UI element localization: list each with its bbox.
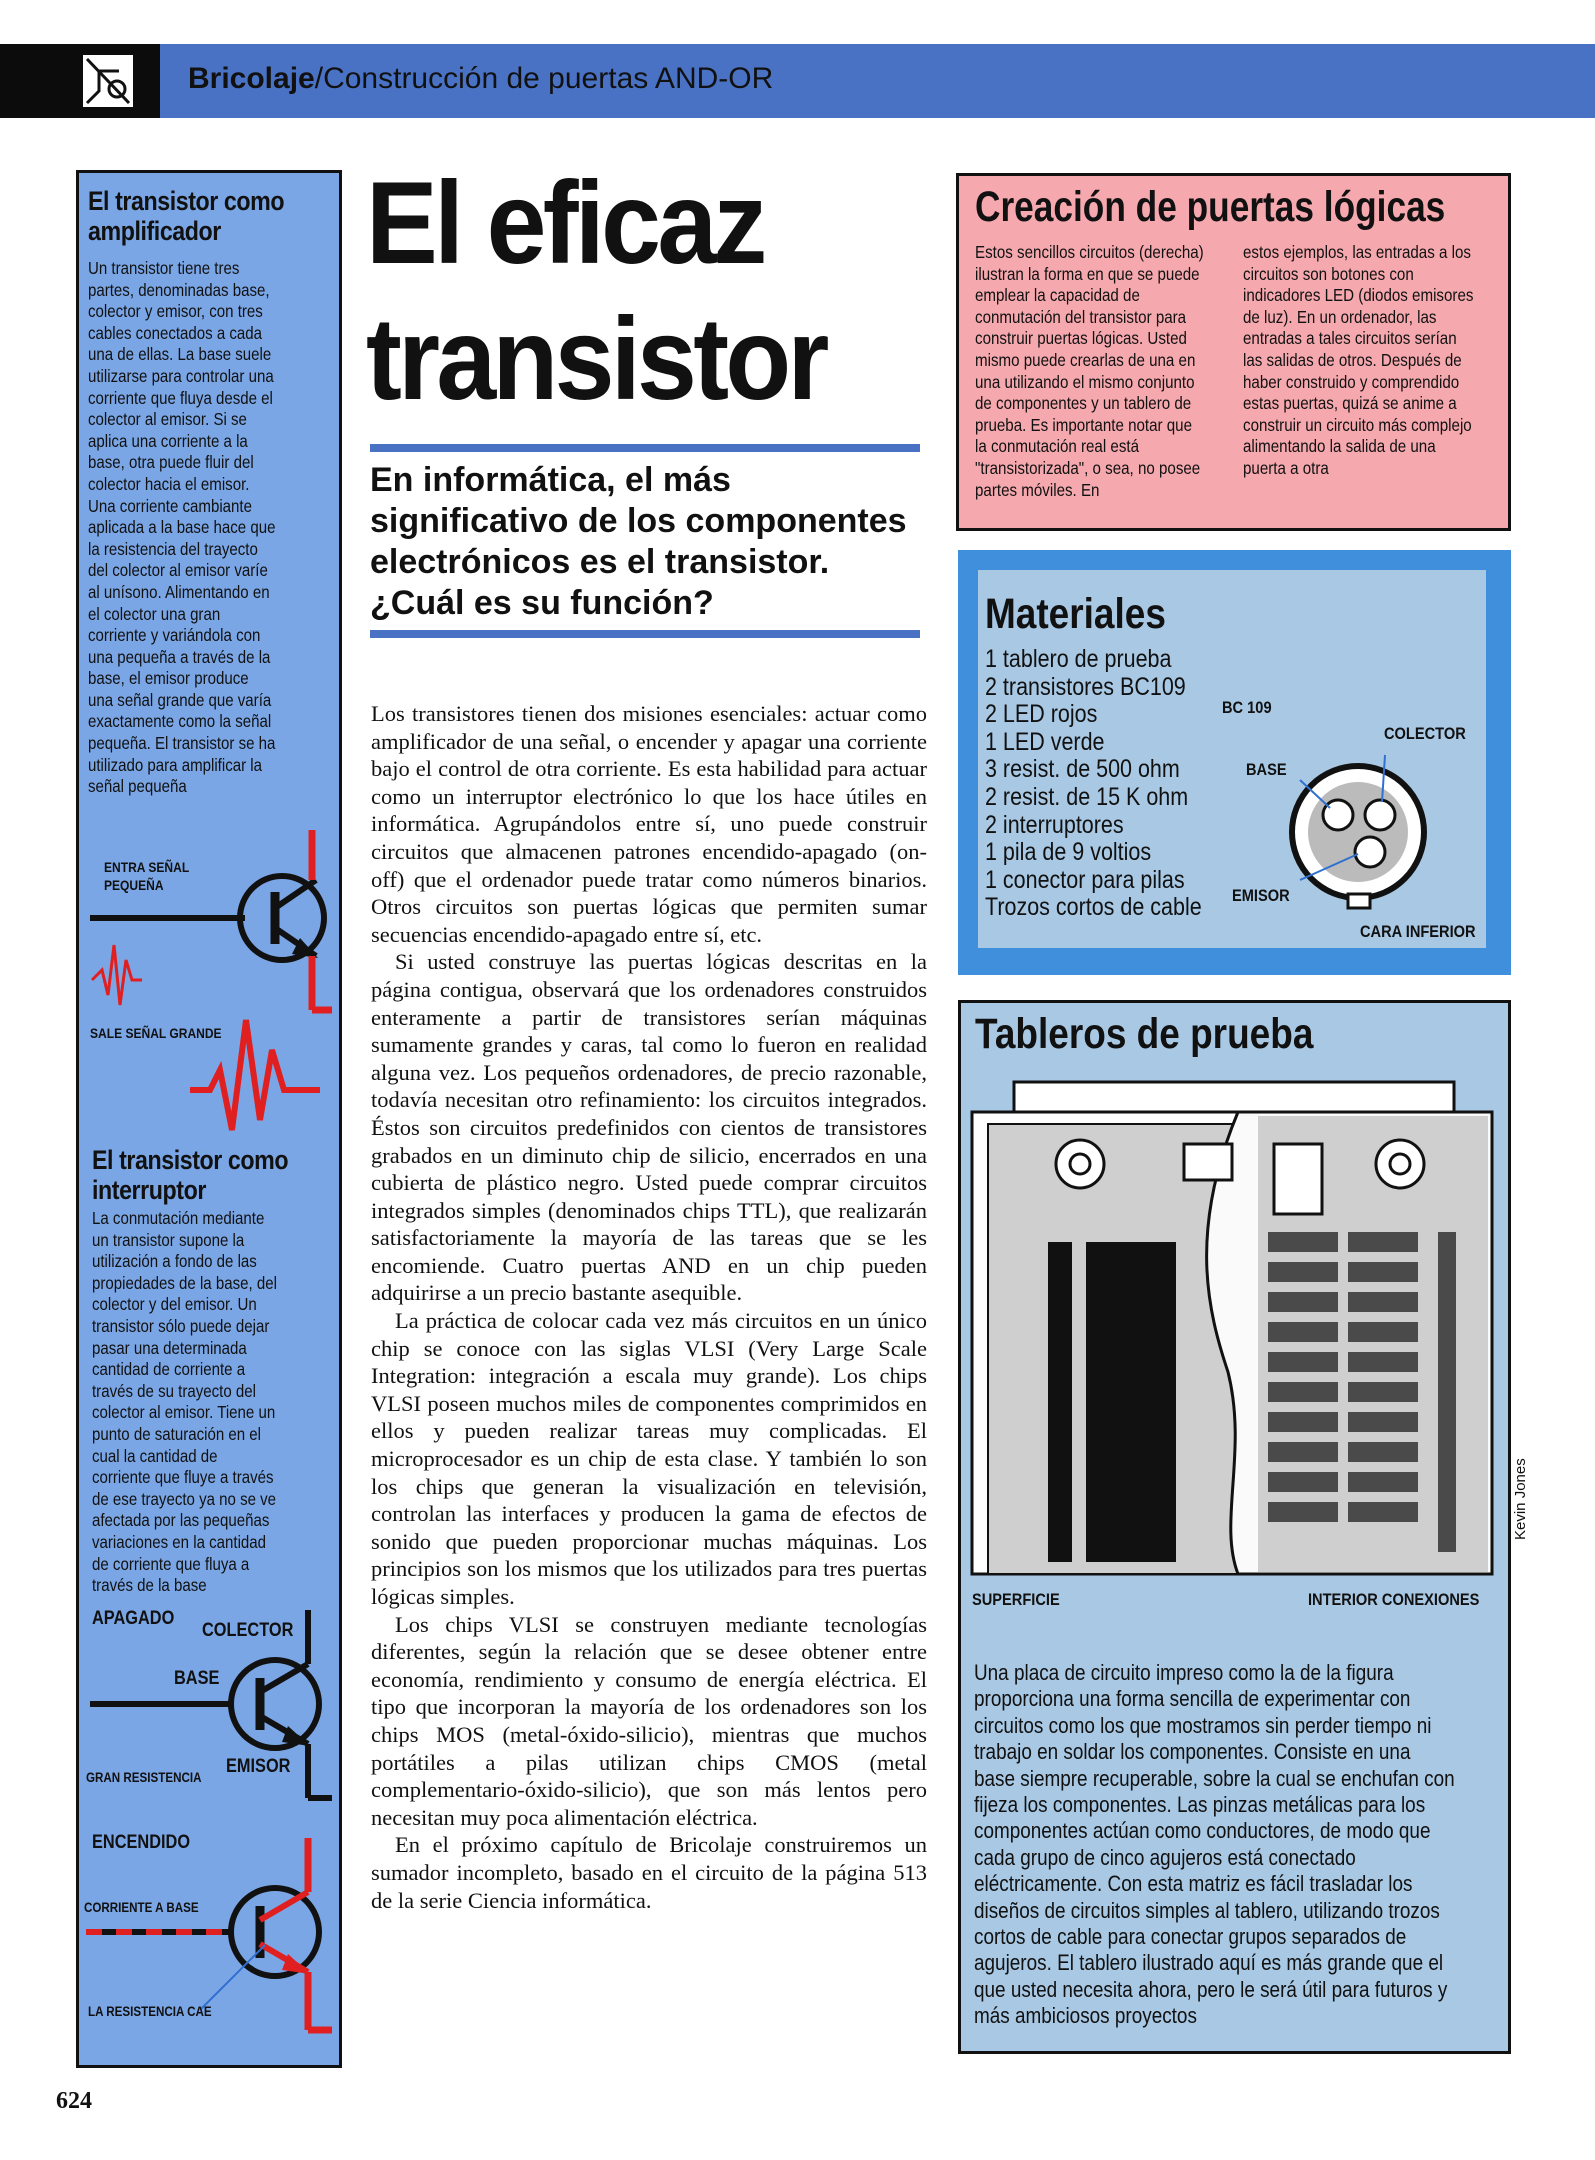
on-collector-lead <box>260 1892 308 1920</box>
paragraph: Los transistores tienen dos misiones esenciales: actuar como amplificador de una señal, o encender y apagar una corriente bajo el control de otra corriente. Es esta habilidad para actuar como un interruptor electrónico lo que los hace útiles en informática. Agrupándolos entre sí, uno puede construir circuitos que almacenen patrones encendido-apagado (on-off) que el ordenador puede tratar como números binarios. Otros circuitos son puertas lógicas que permiten sumar secuencias encendido-apagado entre sí, etc. <box>371 701 927 947</box>
pin-collector <box>1365 800 1395 830</box>
article-title: El eficaz transistor <box>366 157 826 424</box>
small-signal-wave <box>92 945 142 1005</box>
strip <box>1268 1262 1338 1282</box>
strip <box>1268 1232 1338 1252</box>
strip <box>1268 1352 1338 1372</box>
surface-hole-rails <box>1048 1242 1176 1562</box>
title-rule-bottom <box>370 630 920 638</box>
terminal-left <box>1184 1144 1232 1180</box>
label-pin-base: BASE <box>1246 760 1287 779</box>
off-transistor-circle <box>231 1660 319 1748</box>
collector-lead <box>275 880 316 908</box>
strip <box>1268 1412 1338 1432</box>
strip <box>1268 1322 1338 1342</box>
strip <box>1348 1292 1418 1312</box>
paragraph: En el próximo capítulo de Bricolaje construiremos un sumador incompleto, basado en el circuito de la página 513 de la serie Ciencia informática. <box>371 1832 927 1913</box>
strip <box>1348 1352 1418 1372</box>
materials-item: 2 LED rojos <box>985 700 1098 729</box>
amp-heading: El transistor como amplificador <box>88 186 285 246</box>
logic-gates-box <box>956 173 1511 531</box>
strip <box>1348 1502 1418 1522</box>
header-title: Bricolaje/Construcción de puertas AND-OR <box>188 62 774 95</box>
label-collector-off: COLECTOR <box>202 1620 294 1641</box>
surface-rail <box>1048 1242 1072 1562</box>
breadboard-title: Tableros de prueba <box>975 1010 1314 1058</box>
logic-gates-col1: Estos sencillos circuitos (derecha) ilustran la forma en que se puede emplear la capacidad de conmutación del transistor para construir puertas lógicas. Usted mismo puede crearlas de una en una utilizando el mismo conjunto de componentes y un tablero de prueba. Es importante notar que la conmutación real está "transistorizada", o sea, no posee partes móviles. En <box>975 242 1204 500</box>
illustrator-credit: Kevin Jones <box>1512 1458 1529 1540</box>
label-off: APAGADO <box>92 1608 175 1629</box>
paragraph: La práctica de colocar cada vez más circuitos en un único chip se conoce con las siglas VLSI (Very Large Scale Integration: integración a escala muy grande). Los chips VLSI poseen muchos miles de componentes comprimidos en ellos y pueden realizar tareas muy complicadas. El microprocesador es un chip de esta clase. Y también lo son los chips que generan la visualización en televisión, controlan las interfaces y producen la gama de efectos de sonido que pueden proporcionar muchas máquinas. Los principios son los mismos que los utilizados para tres puertas lógicas simples. <box>371 1308 927 1609</box>
materials-list <box>985 646 1202 922</box>
label-on: ENCENDIDO <box>92 1832 191 1853</box>
strip <box>1268 1442 1338 1462</box>
label-surface: SUPERFICIE <box>972 1590 1060 1609</box>
paragraph: Si usted construye las puertas lógicas descritas en la página contigua, observará que los ordenadores construidos enteramente a partir de transistores serían máquinas sumamente grandes y caras, tal como lo fueron en realidad alguna vez. Los pequeños ordenadores, de precio razonable, todavía necesitan otro refinamiento: los circuitos integrados. Éstos son circuitos predefinidos con cientos de transistores grabados en un diminuto chip de silicio, encerrados en una cubierta de plástico negro. Usted puede comprar circuitos integrados simples (denominados chips TTL), que realizarán satisfactoriamente la mayoría de las tareas que se les encomiende. Cuatro puertas AND en un chip pueden adquirirse a un precio bastante asequible. <box>371 949 927 1306</box>
mount-hole-left-inner <box>1070 1154 1090 1174</box>
transistor-circle <box>240 876 324 960</box>
label-interior: INTERIOR CONEXIONES <box>1308 1590 1480 1609</box>
label-base-off: BASE <box>174 1668 220 1689</box>
title-rule-top <box>370 444 920 452</box>
label-base-current: CORRIENTE A BASE <box>84 1900 199 1915</box>
label-bc109: BC 109 <box>1222 698 1272 717</box>
strip <box>1348 1472 1418 1492</box>
materials-item: 2 resist. de 15 K ohm <box>985 782 1189 811</box>
materials-item: Trozos cortos de cable <box>985 893 1202 922</box>
label-input-signal: ENTRA SEÑAL PEQUEÑA <box>104 859 190 893</box>
materials-item: 2 transistores BC109 <box>985 672 1186 701</box>
section-logo-icon <box>80 52 136 110</box>
strip <box>1348 1382 1418 1402</box>
label-underside: CARA INFERIOR <box>1360 922 1476 941</box>
label-pin-emitter: EMISOR <box>1232 886 1290 905</box>
on-transistor-circle <box>231 1888 319 1976</box>
off-collector-lead <box>260 1664 308 1692</box>
paragraph: Los chips VLSI se construyen mediante tecnologías diferentes, según la relación que se desee obtener entre economía, rendimiento y consumo de energía eléctrica. El tipo que incorporan la mayoría de los ordenadores son los chips MOS (metal-óxido-silicio), mientras que muchos portátiles a pilas utilizan chips CMOS (metal complementario-óxido-silicio), que son más lentos pero necesitan muy poca alimentación eléctrica. <box>371 1611 927 1830</box>
breadboard-illustration <box>968 1072 1498 1592</box>
strip <box>1348 1232 1418 1252</box>
switch-on-diagram <box>80 1820 338 2060</box>
strip <box>1348 1322 1418 1342</box>
strip <box>1348 1442 1418 1462</box>
logic-gates-col2: estos ejemplos, las entradas a los circuitos son botones con indicadores LED (diodos emisores de luz). En un ordenador, las entradas a tales circuitos serían las salidas de otros. Después de haber construido y comprendido estas puertas, quizá se anime a construir un circuito más complejo alimentando la salida de una puerta a otra <box>1243 242 1474 478</box>
strip <box>1268 1502 1338 1522</box>
materials-item: 1 pila de 9 voltios <box>985 838 1152 867</box>
switch-text: La conmutación mediante un transistor supone la utilización a fondo de las propiedades de la base, del colector y del emisor. Un transistor sólo puede dejar pasar una determinada cantidad de corriente a través de su trayecto del colector al emisor. Tiene un punto de saturación en el cual la cantidad de corriente que fluye a través de ese trayecto ya no se ve afectada por las pequeñas variaciones en la cantidad de corriente que fluya a través de la base <box>92 1208 277 1596</box>
strip <box>1348 1262 1418 1282</box>
switch-heading: El transistor como interruptor <box>92 1145 289 1205</box>
label-emitter-off: EMISOR <box>226 1756 291 1777</box>
on-pointer-line <box>200 1945 265 2010</box>
materials-item: 1 conector para pilas <box>985 865 1185 894</box>
amp-text: Un transistor tiene tres partes, denominadas base, colector y emisor, con tres cables conectados a cada una de ellas. La base suele utilizarse para controlar una corriente que fluya desde el colector al emisor. Si se aplica una corriente a la base, otra puede fluir del colector hacia el emisor. Una corriente cambiante aplicada a la base hace que la resistencia del trayecto del colector al emisor varíe al unísono. Alimentando en el colector una gran corriente y variándola con una pequeña a través de la base, el emisor produce una señal grande que varía exactamente como la señal pequeña. El transistor se ha utilizado para amplificar la señal pequeña <box>88 258 276 797</box>
strip <box>1348 1412 1418 1432</box>
label-output-signal: SALE SEÑAL GRANDE <box>90 1025 222 1041</box>
article-body <box>371 700 927 1914</box>
strip <box>1268 1472 1338 1492</box>
article-dek: En informática, el más significativo de los componentes electrónicos es el transistor. ¿Cuál es su función? <box>370 461 907 622</box>
pin-emitter <box>1355 837 1385 867</box>
materials-title: Materiales <box>985 590 1166 638</box>
label-high-resistance: GRAN RESISTENCIA <box>86 1770 202 1785</box>
terminal-right <box>1274 1144 1322 1214</box>
materials-item: 3 resist. de 500 ohm <box>985 755 1180 784</box>
label-resistance-falls: LA RESISTENCIA CAE <box>88 2004 212 2019</box>
materials-item: 1 tablero de prueba <box>985 645 1172 673</box>
strip <box>1268 1292 1338 1312</box>
bus-strip <box>1438 1232 1456 1552</box>
pinout-tab <box>1348 894 1370 908</box>
surface-hole-grid <box>1086 1242 1176 1562</box>
mount-hole-right-inner <box>1390 1154 1410 1174</box>
strip <box>1268 1382 1338 1402</box>
materials-item: 2 interruptores <box>985 810 1124 839</box>
label-pin-collector: COLECTOR <box>1384 724 1466 743</box>
materials-item: 1 LED verde <box>985 727 1105 756</box>
page-number: 624 <box>56 2088 92 2114</box>
pinout-face <box>1308 782 1408 882</box>
breadboard-text: Una placa de circuito impreso como la de la figura proporciona una forma sencilla de experimentar con circuitos como los que mostramos sin perder tiempo ni trabajo en soldar los componentes. Consiste en una base siempre recuperable, sobre la cual se enchufan con fijeza los componentes. Las pinzas metálicas para los componentes actúan como conductores, de modo que cada grupo de cinco agujeros está conectado eléctricamente. Con esta matriz es fácil trasladar los diseños de circuitos simples al tablero, utilizando trozos cortos de cable para conectar grupos separados de agujeros. El tablero ilustrado aquí es más grande que el que usted necesita ahora, pero le será útil para futuros y más ambiciosos proyectos <box>974 1660 1455 2029</box>
logic-gates-title: Creación de puertas lógicas <box>975 183 1446 231</box>
